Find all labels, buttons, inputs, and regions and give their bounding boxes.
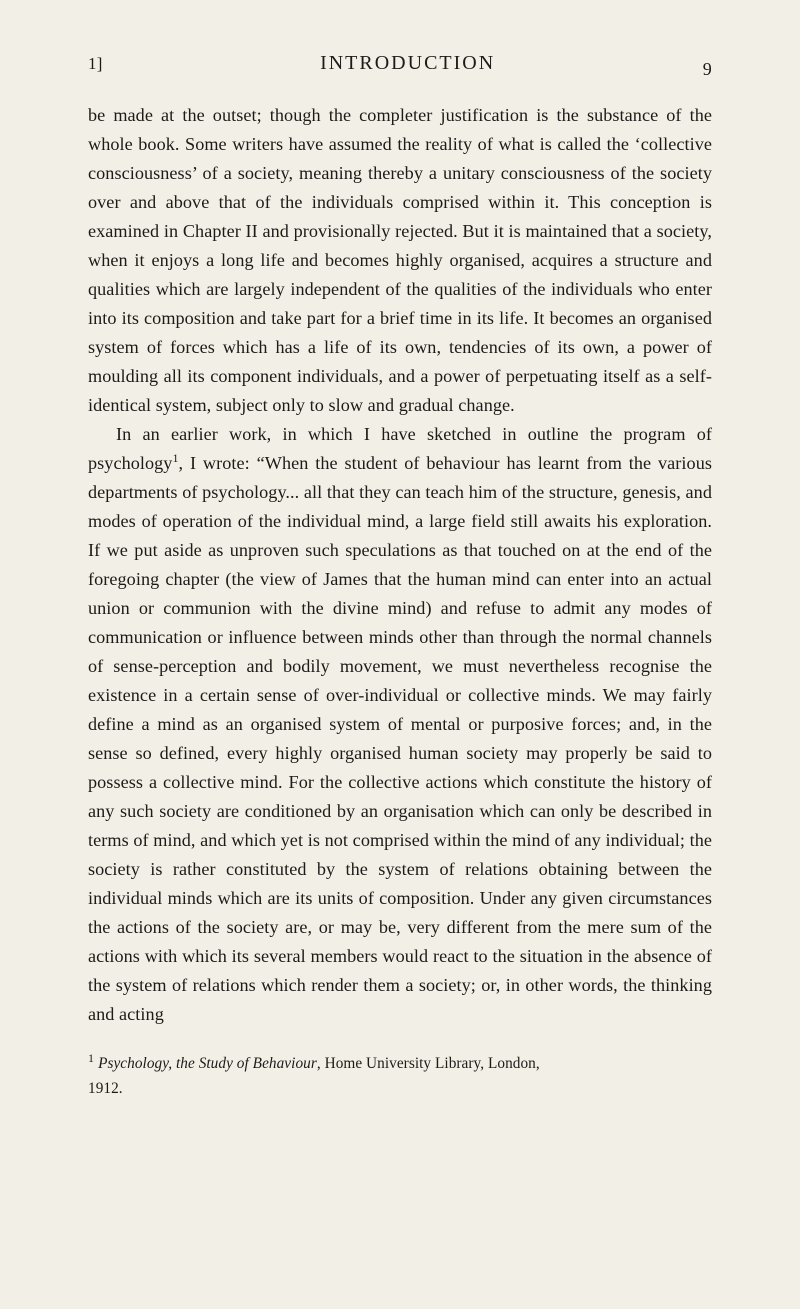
paragraph-2-part-1: In an earlier work, in which I have sketched in outline the program of psychology [88,424,712,473]
footnote-reference: 1 [172,450,179,465]
footnote [88,1046,712,1101]
chapter-number: 1] [88,54,103,73]
paragraph-2-part-2: , I wrote: “When the student of behaviour has learnt from the various departments of psychology... all that they can teach him of the structure, genesis, and modes of operation of the individual mind, a large field still awaits his exploration. If we put aside as unproven such speculations as that touched on at the end of the foregoing chapter (the view of James that the human mind can enter into an actual union or communion with the divine mind) and refuse to admit any modes of communication or influence between minds other than through the normal channels of sense-perception and bodily movement, we must nevertheless recognise the existence in a certain sense of over-individual or collective minds. We may fairly define a mind as an organised system of mental or purposive forces; and, in the sense so defined, every highly organised human society may properly be said to possess a collective mind. For the collective actions which constitute the history of any such society are conditioned by an organisation which can only be described in terms of mind, and which yet is not comprised within the mind of any individual; the society is rather constituted by the system of relations obtaining between the individual minds which are its units of composition. Under any given circumstances the actions of the society are, or may be, very different from the mere sum of the actions with which its several members would react to the situation in the absence of the system of relations which render them a society; or, in other words, the thinking and acting [88,453,712,1024]
footnote-title: Psychology, the Study of Behaviour [98,1055,317,1073]
paragraph-2 [88,420,712,1029]
page-number: 9 [702,59,712,79]
footnote-publisher: , Home University Library, London, [316,1055,540,1073]
footnote-year: 1912. [88,1080,123,1098]
body-text [88,101,712,1029]
paragraph-1: be made at the outset; though the completer justification is the substance of the whole book. Some writers have assumed the reality of what is called the ‘collective consciousness’ of a society, meaning thereby a unitary consciousness of the society over and above that of the individuals comprised within it. This conception is examined in Chapter II and provisionally rejected. But it is maintained that a society, when it enjoys a long life and becomes highly organised, acquires a structure and qualities which are largely independent of the qualities of the individuals who enter into its composition and take part for a brief time in its life. It becomes an organised system of forces which has a life of its own, tendencies of its own, a power of moulding all its component individuals, and a power of perpetuating itself as a self-identical system, subject only to slow and gradual change. [88,105,712,415]
footnote-marker: 1 [88,1051,95,1065]
running-head [88,52,712,79]
page-content [88,52,712,1101]
page-title: INTRODUCTION [320,52,496,74]
